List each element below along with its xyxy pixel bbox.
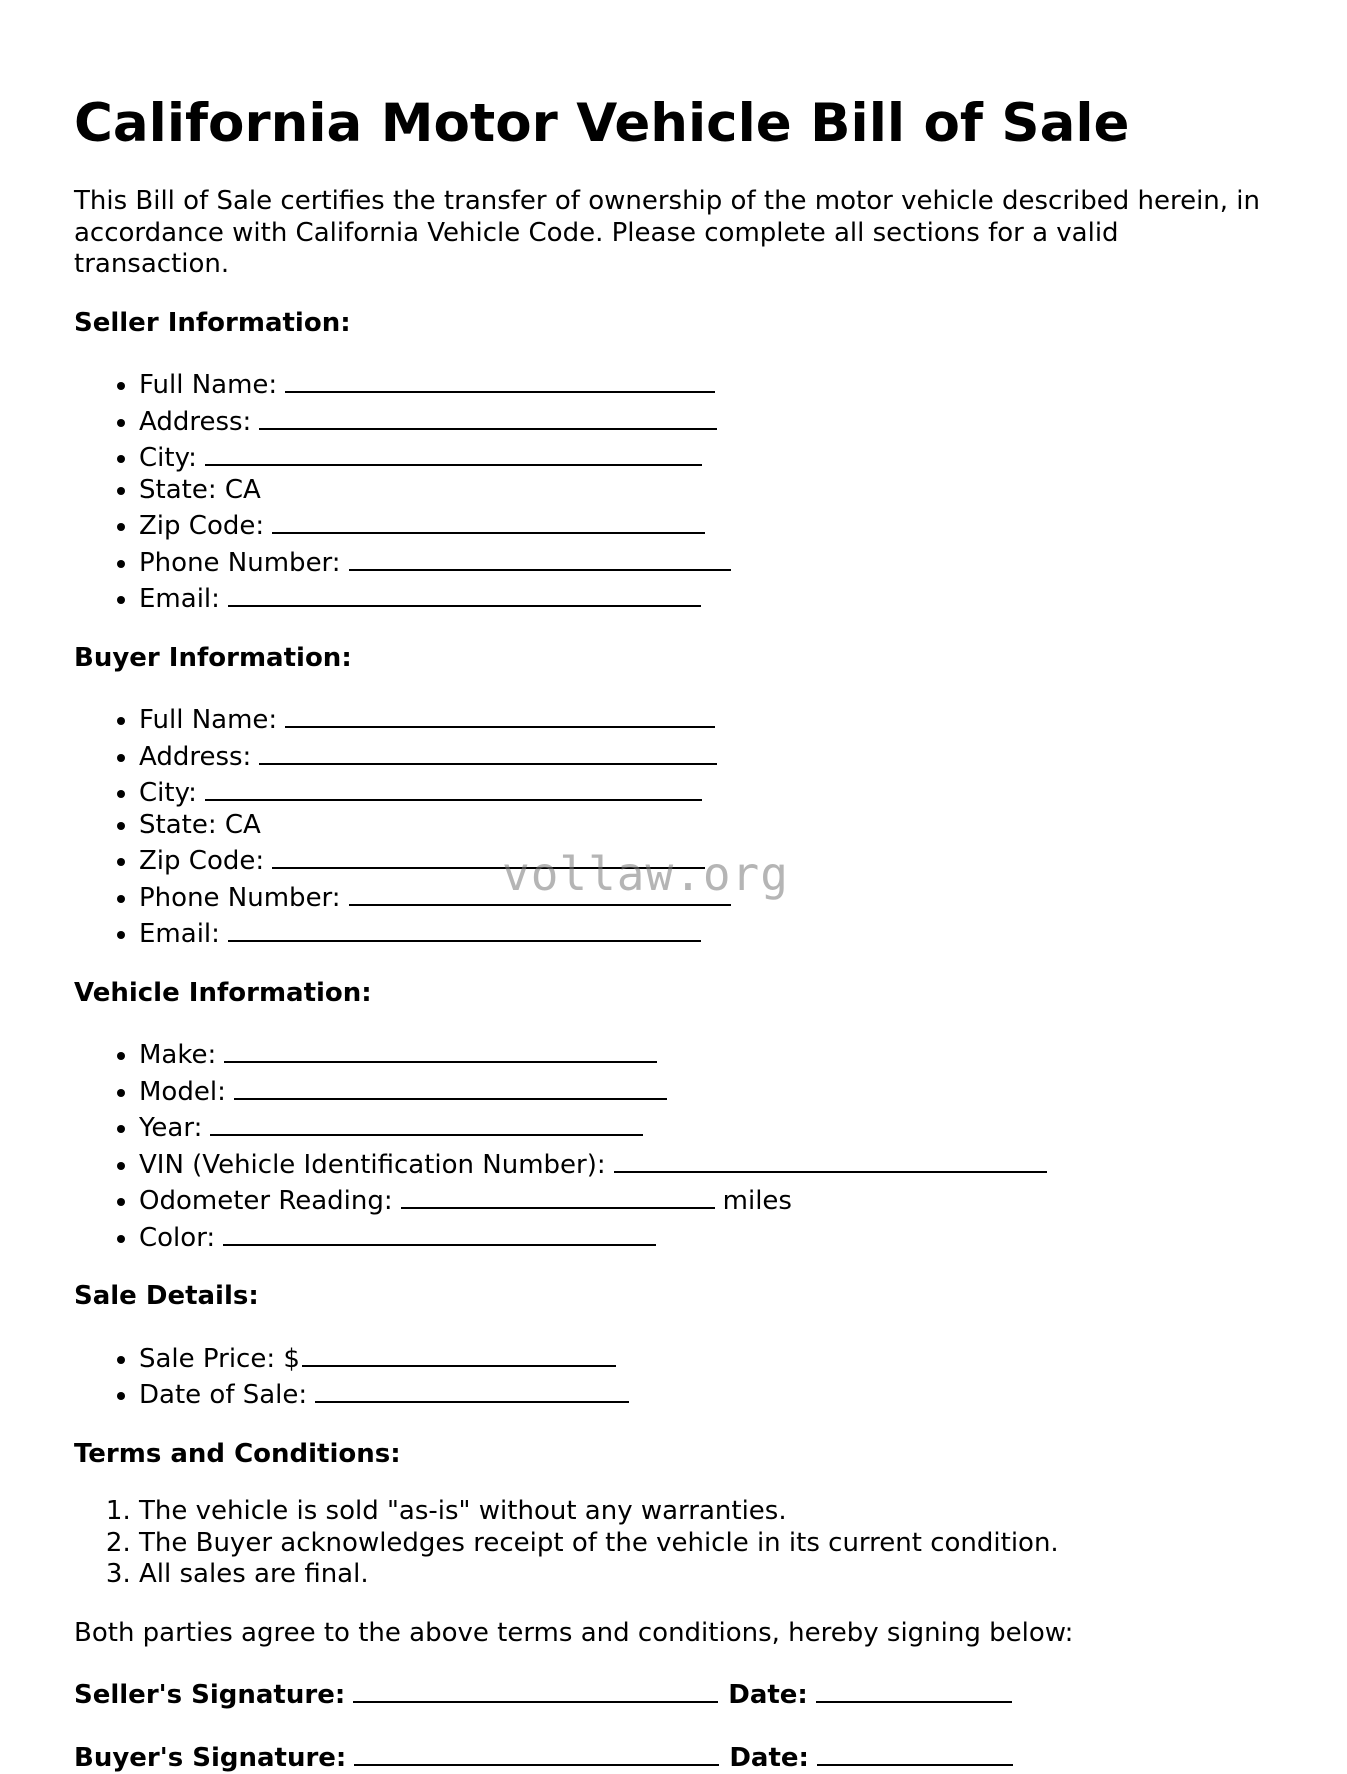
vehicle-year-label: Year: [139,1113,202,1143]
sale-date-item [139,1375,1274,1412]
seller-address-field[interactable] [259,402,717,430]
buyer-state-label: State: CA [139,810,261,840]
seller-zip-item [139,506,1274,543]
vehicle-odometer-label: Odometer Reading: [139,1186,393,1216]
buyer-city-item [139,773,1274,810]
document-page [74,92,1274,1774]
vehicle-year-field[interactable] [210,1108,643,1136]
sale-date-label: Date of Sale: [139,1380,307,1410]
buyer-full-name-field[interactable] [285,700,715,728]
seller-phone-item [139,543,1274,580]
buyer-full-name-label: Full Name: [139,705,277,735]
seller-signature-line [74,1675,1274,1712]
sale-field-list [74,1339,1274,1412]
buyer-address-item [139,737,1274,774]
buyer-phone-label: Phone Number: [139,883,341,913]
sale-price-field[interactable] [302,1339,616,1367]
vehicle-field-list [74,1035,1274,1254]
buyer-city-label: City: [139,778,197,808]
buyer-address-field[interactable] [259,737,717,765]
buyer-email-field[interactable] [228,914,701,942]
vehicle-vin-field[interactable] [614,1145,1047,1173]
seller-signature-label: Seller's Signature: [74,1680,345,1710]
buyer-signature-label: Buyer's Signature: [74,1743,346,1773]
seller-section-heading: Seller Information: [74,308,1274,340]
vehicle-section-heading: Vehicle Information: [74,978,1274,1010]
vehicle-year-item [139,1108,1274,1145]
buyer-zip-label: Zip Code: [139,846,264,876]
seller-phone-label: Phone Number: [139,548,341,578]
seller-full-name-item [139,365,1274,402]
buyer-date-label: Date: [729,1743,809,1773]
vehicle-color-field[interactable] [223,1218,656,1246]
buyer-email-item [139,914,1274,951]
seller-state-item [139,475,1274,507]
vehicle-color-label: Color: [139,1223,215,1253]
closing-statement: Both parties agree to the above terms and conditions, hereby signing below: [74,1618,1274,1650]
seller-state-label: State: CA [139,475,261,505]
seller-full-name-label: Full Name: [139,370,277,400]
terms-section-heading: Terms and Conditions: [74,1439,1274,1471]
terms-item: 2. The Buyer acknowledges receipt of the vehicle in its current condition. [139,1528,1274,1560]
document-title: California Motor Vehicle Bill of Sale [74,92,1274,156]
buyer-date-field[interactable] [817,1738,1013,1766]
seller-address-item [139,402,1274,439]
buyer-city-field[interactable] [205,773,702,801]
seller-address-label: Address: [139,407,251,437]
terms-item: 3. All sales are final. [139,1559,1274,1591]
seller-city-field[interactable] [205,438,702,466]
seller-email-field[interactable] [228,579,701,607]
vehicle-vin-label: VIN (Vehicle Identification Number): [139,1150,606,1180]
seller-zip-field[interactable] [272,506,705,534]
seller-email-item [139,579,1274,616]
intro-paragraph: This Bill of Sale certifies the transfer of ownership of the motor vehicle described herein, in accordance with California Vehicle Code. Please complete all sections for a valid transaction. [74,186,1264,281]
sale-section-heading: Sale Details: [74,1281,1274,1313]
sale-price-label: Sale Price: $ [139,1344,300,1374]
seller-field-list [74,365,1274,616]
vehicle-odometer-item [139,1181,1274,1218]
vehicle-make-label: Make: [139,1040,216,1070]
sale-price-item [139,1339,1274,1376]
vehicle-model-label: Model: [139,1077,226,1107]
vehicle-odometer-unit: miles [723,1186,792,1216]
buyer-field-list [74,700,1274,951]
seller-city-item [139,438,1274,475]
vehicle-make-item [139,1035,1274,1072]
seller-zip-label: Zip Code: [139,511,264,541]
buyer-signature-field[interactable] [354,1738,719,1766]
buyer-email-label: Email: [139,919,220,949]
buyer-full-name-item [139,700,1274,737]
watermark: vollaw.org [502,848,789,900]
terms-item: 1. The vehicle is sold "as-is" without any warranties. [139,1496,1274,1528]
seller-date-label: Date: [728,1680,808,1710]
buyer-state-item [139,810,1274,842]
seller-signature-field[interactable] [353,1675,718,1703]
seller-city-label: City: [139,443,197,473]
terms-list [74,1496,1274,1591]
vehicle-odometer-field[interactable] [401,1181,715,1209]
buyer-section-heading: Buyer Information: [74,643,1274,675]
vehicle-model-field[interactable] [234,1072,667,1100]
vehicle-make-field[interactable] [224,1035,657,1063]
seller-date-field[interactable] [816,1675,1012,1703]
seller-full-name-field[interactable] [285,365,715,393]
seller-email-label: Email: [139,584,220,614]
seller-phone-field[interactable] [349,543,731,571]
sale-date-field[interactable] [315,1375,629,1403]
vehicle-model-item [139,1072,1274,1109]
vehicle-color-item [139,1218,1274,1255]
buyer-address-label: Address: [139,742,251,772]
vehicle-vin-item [139,1145,1274,1182]
